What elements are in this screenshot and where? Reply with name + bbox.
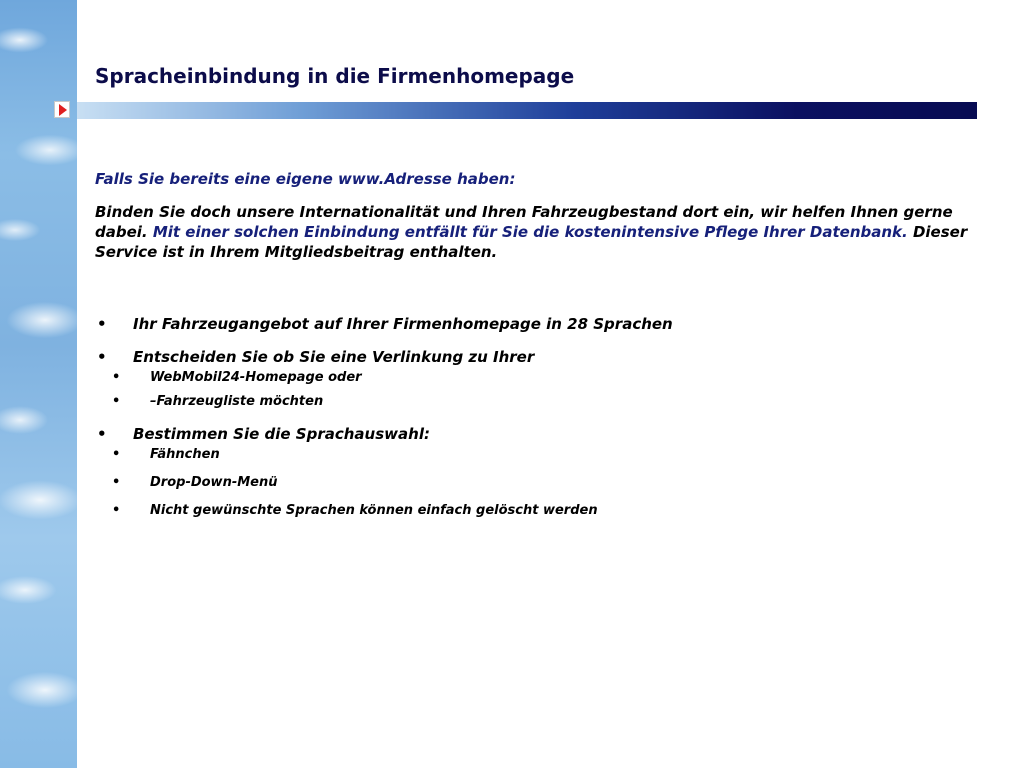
bullet-item bbox=[95, 347, 975, 411]
bullet-text: Ihr Fahrzeugangebot auf Ihrer Firmenhomepage in 28 Sprachen bbox=[133, 315, 673, 333]
sub-bullet-item: • Nicht gewünschte Sprachen können einfach gelöscht werden bbox=[95, 502, 975, 520]
sub-bullet-list bbox=[133, 369, 975, 411]
red-arrow-icon bbox=[54, 101, 70, 118]
sub-bullet-item: • Fähnchen bbox=[95, 446, 975, 464]
intro-paragraph bbox=[95, 202, 975, 262]
paragraph-part-1: Binden Sie doch unsere Internationalität und Ihren Fahrzeugbestand dort ein, wir helfen Ihnen gerne dabei. bbox=[95, 203, 953, 241]
bullet-list bbox=[95, 314, 975, 520]
sub-bullet-list bbox=[133, 446, 975, 520]
sub-bullet-item: • WebMobil24-Homepage oder bbox=[95, 369, 975, 387]
sub-bullet-item: • Drop-Down-Menü bbox=[95, 474, 975, 492]
bullet-item bbox=[95, 424, 975, 520]
bullet-item bbox=[95, 314, 975, 334]
slide-title: Spracheinbindung in die Firmenhomepage bbox=[95, 64, 575, 88]
paragraph-part-2: Mit einer solchen Einbindung entfällt für Sie die kostenintensive Pflege Ihrer Datenbank. bbox=[152, 223, 908, 241]
sub-bullet-item: • –Fahrzeugliste möchten bbox=[95, 393, 975, 411]
slide-content bbox=[95, 170, 975, 533]
bullet-text: Bestimmen Sie die Sprachauswahl: bbox=[133, 425, 430, 443]
subheading: Falls Sie bereits eine eigene www.Adresse haben: bbox=[95, 170, 516, 188]
paragraph-part-3: Dieser Service ist in Ihrem Mitgliedsbeitrag enthalten. bbox=[95, 223, 968, 261]
title-underline-bar bbox=[77, 102, 977, 119]
bullet-text: Entscheiden Sie ob Sie eine Verlinkung zu Ihrer bbox=[133, 348, 535, 366]
